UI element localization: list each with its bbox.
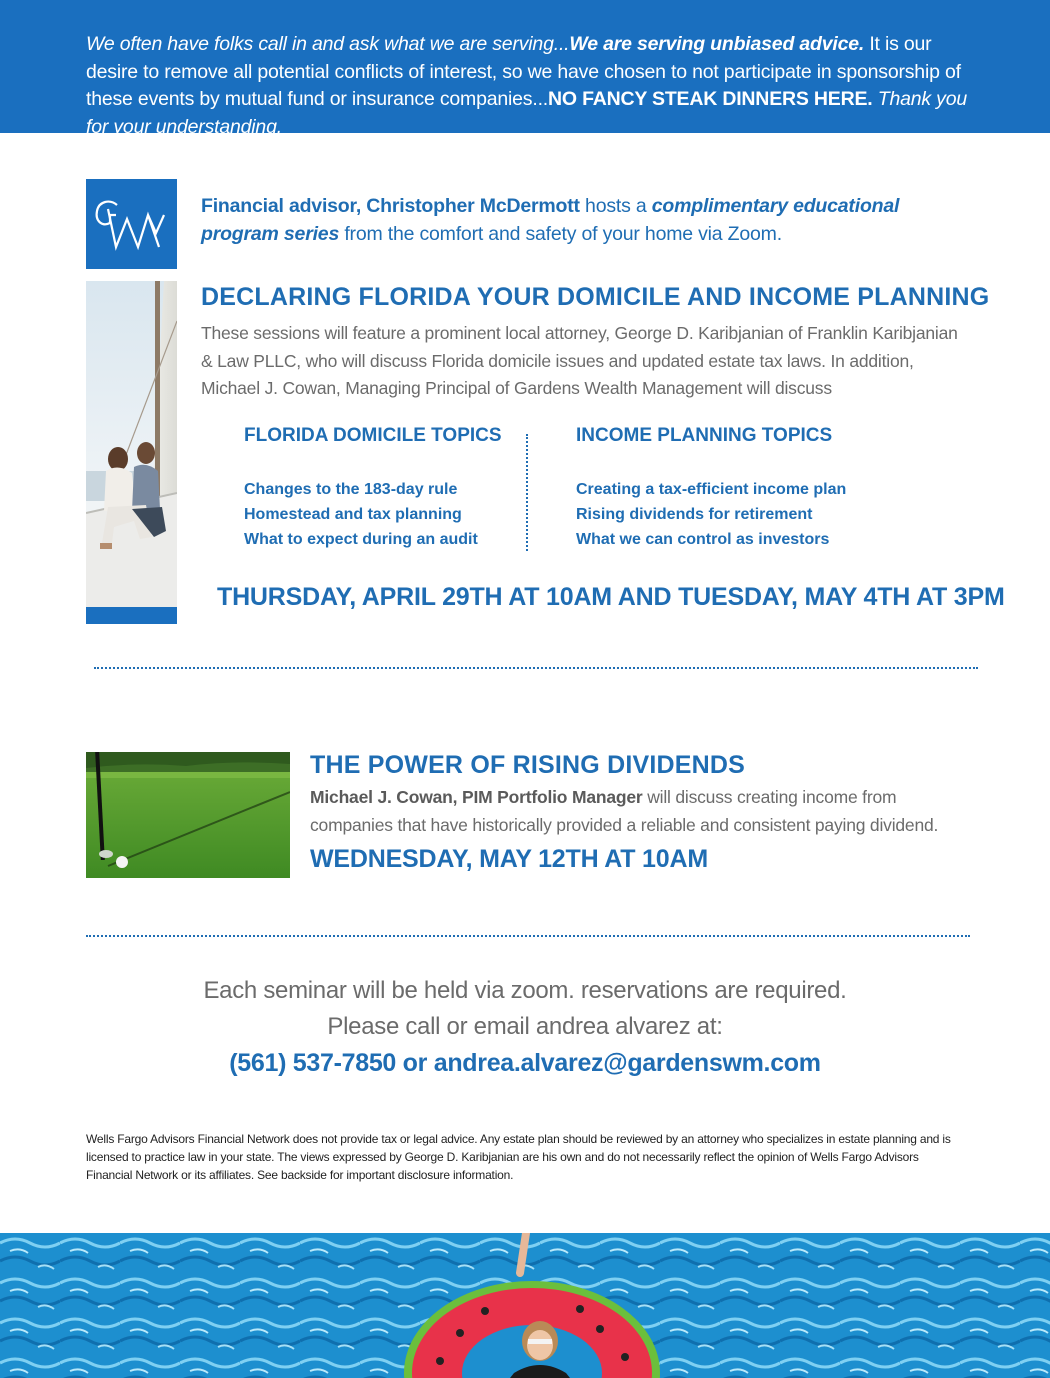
section2-speaker: Michael J. Cowan, PIM Portfolio Manager (310, 787, 643, 807)
photo-accent-bar (86, 607, 177, 624)
section-divider (94, 667, 978, 669)
section2-date: WEDNESDAY, MAY 12TH AT 10AM (310, 845, 708, 873)
topic-item: Creating a tax-efficient income plan (576, 481, 847, 498)
income-planning-topic-list (576, 477, 846, 552)
section2-description (310, 784, 980, 839)
disclaimer-text: Wells Fargo Advisors Financial Network does not provide tax or legal advice. Any estate plan should be reviewed by an attorney who specializes in estate planning and is licensed to practice law in your state. The views expressed by George D. Karibjanian are his own and do not necessarily reflect the opinion of Wells Fargo Advisors Financial Network or its affiliates. See backside for important disclosure information. (86, 1132, 951, 1182)
banner-text-2: We are serving unbiased advice. (569, 33, 865, 55)
gwm-logo-icon (86, 179, 177, 269)
banner-text-3: It is our desire to remove all potential conflicts of interest, so we have chosen to not participate in sponsorship of these events by mutual fund or insurance companies... (86, 33, 961, 110)
topic-item: What we can control as investors (576, 531, 830, 548)
gwm-logo (86, 179, 177, 269)
reservation-line-2: Please call or email andrea alvarez at: (327, 1013, 723, 1040)
intro-emphasis: complimentary educational program series (201, 195, 900, 245)
income-planning-heading: INCOME PLANNING TOPICS (576, 425, 833, 446)
section1-description: These sessions will feature a prominent local attorney, George D. Karibjanian of Franklin Karibjanian & Law PLLC, who will discuss Florida domicile issues and updated estate tax laws. In addition, Michael J. Cowan, Managing Principal of Gardens Wealth Management will discuss (201, 323, 958, 398)
section2-description-text: will discuss creating income from companies that have historically provided a reliable and consistent paying dividend. (310, 787, 939, 835)
section1-date: THURSDAY, APRIL 29TH AT 10AM AND TUESDAY, MAY 4TH AT 3PM (217, 583, 1005, 611)
intro-mid: hosts a (579, 195, 652, 217)
banner-message (86, 31, 986, 141)
section2-title: THE POWER OF RISING DIVIDENDS (310, 751, 745, 779)
florida-domicile-heading: FLORIDA DOMICILE TOPICS (244, 425, 502, 446)
sailboat-couple-photo (86, 281, 177, 607)
intro-lead: Financial advisor, Christopher McDermott (201, 195, 580, 217)
topic-item: What to expect during an audit (244, 531, 478, 548)
banner-text-1: We often have folks call in and ask what we are serving... (86, 33, 570, 55)
section-divider (86, 935, 970, 937)
reservation-line-1: Each seminar will be held via zoom. reservations are required. (203, 977, 847, 1004)
topic-item: Homestead and tax planning (244, 506, 462, 523)
section1-title: DECLARING FLORIDA YOUR DOMICILE AND INCOME PLANNING (201, 283, 990, 311)
intro-text (201, 193, 961, 248)
contact-info[interactable]: (561) 537-7850 or andrea.alvarez@gardenswm.com (229, 1049, 821, 1077)
banner-text-5: Thank you for your understanding. (86, 88, 967, 138)
banner-text-4: NO FANCY STEAK DINNERS HERE. (548, 88, 873, 110)
topic-item: Rising dividends for retirement (576, 506, 813, 523)
pool-float-photo (0, 1233, 1050, 1378)
column-divider (526, 434, 528, 551)
topic-item: Changes to the 183-day rule (244, 481, 458, 498)
florida-domicile-topic-list (244, 477, 478, 552)
golf-course-photo (86, 752, 290, 878)
intro-tail: from the comfort and safety of your home via Zoom. (339, 222, 782, 245)
